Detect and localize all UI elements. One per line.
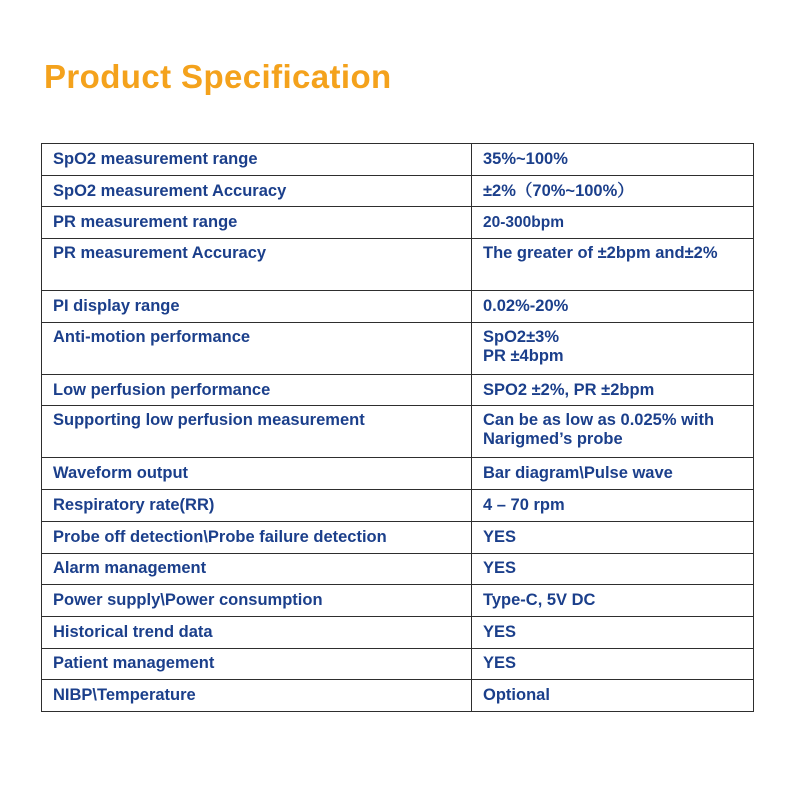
table-row bbox=[42, 585, 754, 617]
spec-label: Low perfusion performance bbox=[42, 374, 472, 406]
spec-label: Anti-motion performance bbox=[42, 322, 472, 374]
spec-value: 20-300bpm bbox=[472, 207, 754, 239]
spec-value: SPO2 ±2%, PR ±2bpm bbox=[472, 374, 754, 406]
spec-label: Waveform output bbox=[42, 458, 472, 490]
table-row bbox=[42, 648, 754, 680]
spec-label: Historical trend data bbox=[42, 616, 472, 648]
spec-label: Respiratory rate(RR) bbox=[42, 490, 472, 522]
spec-label: Probe off detection\Probe failure detection bbox=[42, 521, 472, 553]
specification-table bbox=[41, 143, 754, 712]
spec-label: SpO2 measurement range bbox=[42, 144, 472, 176]
spec-value: YES bbox=[472, 648, 754, 680]
table-row bbox=[42, 406, 754, 458]
spec-value: YES bbox=[472, 553, 754, 585]
spec-label: NIBP\Temperature bbox=[42, 680, 472, 712]
spec-label: PI display range bbox=[42, 291, 472, 323]
table-row bbox=[42, 458, 754, 490]
spec-value: 4 – 70 rpm bbox=[472, 490, 754, 522]
table-row bbox=[42, 490, 754, 522]
spec-value: Can be as low as 0.025% with Narigmed’s probe bbox=[472, 406, 754, 458]
spec-label: Supporting low perfusion measurement bbox=[42, 406, 472, 458]
page-title: Product Specification bbox=[44, 58, 392, 95]
table-row bbox=[42, 207, 754, 239]
spec-label: PR measurement Accuracy bbox=[42, 239, 472, 291]
spec-label: Power supply\Power consumption bbox=[42, 585, 472, 617]
table-row bbox=[42, 322, 754, 374]
spec-label: Patient management bbox=[42, 648, 472, 680]
spec-label: PR measurement range bbox=[42, 207, 472, 239]
spec-value: Type-C, 5V DC bbox=[472, 585, 754, 617]
table-row bbox=[42, 144, 754, 176]
table-row bbox=[42, 521, 754, 553]
spec-value: The greater of ±2bpm and±2% bbox=[472, 239, 754, 291]
table-row bbox=[42, 175, 754, 207]
spec-value: YES bbox=[472, 616, 754, 648]
table-row bbox=[42, 680, 754, 712]
spec-value: YES bbox=[472, 521, 754, 553]
spec-value: Bar diagram\Pulse wave bbox=[472, 458, 754, 490]
spec-label: SpO2 measurement Accuracy bbox=[42, 175, 472, 207]
table-row bbox=[42, 616, 754, 648]
table-row bbox=[42, 374, 754, 406]
table-row bbox=[42, 239, 754, 291]
spec-value: 35%~100% bbox=[472, 144, 754, 176]
spec-value: ±2%（70%~100%） bbox=[472, 175, 754, 207]
spec-label: Alarm management bbox=[42, 553, 472, 585]
spec-value: Optional bbox=[472, 680, 754, 712]
spec-value: 0.02%-20% bbox=[472, 291, 754, 323]
table-row bbox=[42, 553, 754, 585]
spec-value: SpO2±3% PR ±4bpm bbox=[472, 322, 754, 374]
table-row bbox=[42, 291, 754, 323]
